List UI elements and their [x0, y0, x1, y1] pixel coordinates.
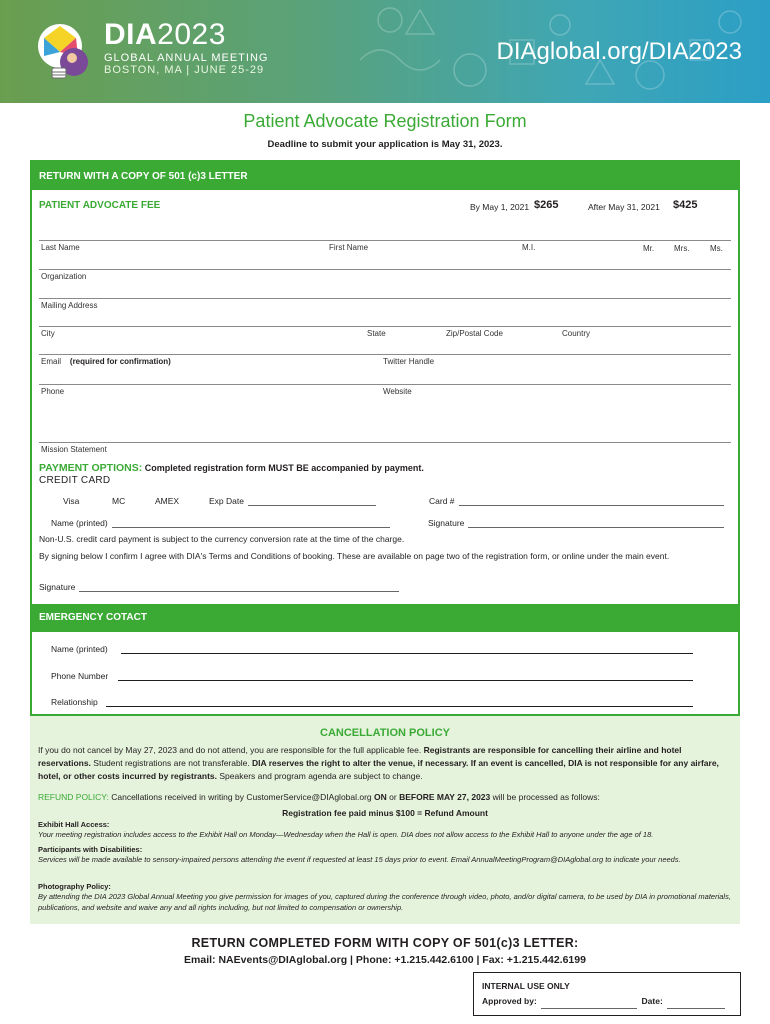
state-field[interactable]: State: [367, 329, 386, 338]
cc-signature-label: Signature: [428, 518, 465, 528]
photography-text: By attending the DIA 2023 Global Annual Meeting you give permission for images of you, captured during the conference through video, photo, and/or digital camera, to be used by DIA in promotional materials, publications, and website and waive any and all rights including, but not limited to compensation or ownership.: [38, 892, 731, 912]
title-mr[interactable]: Mr.: [643, 244, 655, 253]
first-name-field[interactable]: First Name: [329, 243, 369, 252]
org-line: [39, 269, 731, 270]
disabilities-text: Services will be made available to sensory-impaired persons attending the event if requested at least 15 days prior to event. Email AnnualMeetingProgram@DIAglobal.org to indicate your needs.: [38, 855, 681, 864]
deadline-text: Deadline to submit your application is May 31, 2023.: [267, 139, 503, 150]
city-line: [39, 326, 731, 327]
fee-late-label: After May 31, 2021: [588, 202, 660, 212]
fee-early-label: By May 1, 2021: [470, 202, 530, 212]
logo-subtitle: GLOBAL ANNUAL MEETING: [104, 52, 269, 64]
mission-line: [39, 442, 731, 443]
website-url[interactable]: DIAglobal.org/DIA2023: [496, 38, 742, 65]
payment-text-c: accompanied by payment.: [308, 463, 424, 473]
logo-location: BOSTON, MA | JUNE 25-29: [104, 64, 265, 76]
visa-option[interactable]: Visa: [63, 496, 80, 506]
return-form-title: RETURN COMPLETED FORM WITH COPY OF 501(c)3 LETTER:: [191, 936, 579, 950]
date-label: Date:: [641, 996, 663, 1006]
logo-text: [104, 20, 268, 76]
exp-date-line: [248, 497, 376, 506]
fee-late-value: $425: [673, 199, 698, 211]
return-contact-info: Email: NAEvents@DIAglobal.org | Phone: +1.215.442.6100 | Fax: +1.215.442.6199: [184, 954, 586, 966]
approved-by-line[interactable]: [541, 1000, 637, 1009]
email-note: (required for confirmation): [69, 357, 171, 366]
customer-service-email[interactable]: CustomerService@DIAglobal.org: [246, 792, 372, 802]
internal-use-box: [473, 972, 741, 1016]
title-ms[interactable]: Ms.: [710, 244, 723, 253]
zip-field[interactable]: Zip/Postal Code: [446, 329, 503, 338]
last-name-field[interactable]: Last Name: [41, 243, 80, 252]
agreement-signature-field[interactable]: [39, 582, 399, 592]
credit-card-heading: CREDIT CARD: [39, 475, 111, 486]
emergency-phone-field[interactable]: Phone Number: [51, 671, 109, 681]
payment-text-b: MUST BE: [268, 463, 309, 473]
exp-date-field[interactable]: [209, 496, 376, 506]
approved-by-label: Approved by:: [482, 996, 537, 1006]
email-field[interactable]: [41, 357, 171, 366]
country-field[interactable]: Country: [562, 329, 591, 338]
phone-field[interactable]: Phone: [41, 387, 65, 396]
emergency-phone-line: [118, 680, 693, 681]
payment-options-label: PAYMENT OPTIONS:: [39, 462, 143, 474]
cancellation-text: If you do not cancel by May 27, 2023 and do not attend, you are responsible for the full applicable fee. Registrants are responsible for cancelling their airline and hotel reservations. Student registrations are not transferable. DIA reserves the right to alter the venue, if necessary. If an event is cancelled, DIA is not responsible for any airfare, hotel, or other costs incurred by registrants. Speakers and program agenda are subject to change.: [38, 745, 719, 781]
twitter-field[interactable]: Twitter Handle: [383, 357, 435, 366]
logo-dia: DIA: [104, 18, 158, 51]
disabilities-heading: Participants with Disabilities:: [38, 845, 143, 854]
email-line: [39, 354, 731, 355]
logo-year: 2023: [157, 18, 226, 51]
emergency-relationship-line: [106, 706, 693, 707]
return-letter-bar: RETURN WITH A COPY OF 501 (c)3 LETTER: [32, 162, 738, 190]
mission-statement-field[interactable]: Mission Statement: [41, 445, 107, 454]
fee-early-value: $265: [534, 199, 559, 211]
header-banner: [0, 0, 770, 103]
card-number-field[interactable]: [429, 496, 724, 506]
exhibit-heading: Exhibit Hall Access:: [38, 820, 110, 829]
mi-field[interactable]: M.I.: [522, 243, 536, 252]
internal-use-title: INTERNAL USE ONLY: [482, 981, 570, 991]
emergency-relationship-field[interactable]: Relationship: [51, 697, 98, 707]
payment-options-heading: [39, 462, 424, 474]
cc-name-line: [112, 519, 390, 528]
phone-line: [39, 384, 731, 385]
city-field[interactable]: City: [41, 329, 55, 338]
cc-name-field[interactable]: [51, 518, 390, 528]
cancellation-title: CANCELLATION POLICY: [320, 727, 450, 739]
cc-signature-field[interactable]: [428, 518, 724, 528]
exp-date-label: Exp Date: [209, 496, 244, 506]
fee-label: PATIENT ADVOCATE FEE: [39, 200, 161, 211]
emergency-contact-bar: EMERGENCY COTACT: [32, 604, 738, 632]
refund-formula: Registration fee paid minus $100 = Refund Amount: [282, 808, 488, 818]
card-number-label: Card #: [429, 496, 455, 506]
photography-heading: Photography Policy:: [38, 882, 111, 891]
organization-field[interactable]: Organization: [41, 272, 87, 281]
name-row-line: [39, 240, 731, 241]
agreement-signature-line: [79, 583, 399, 592]
cc-signature-line: [468, 519, 724, 528]
non-us-note: Non-U.S. credit card payment is subject to the currency conversion rate at the time of the charge.: [39, 534, 405, 544]
form-title: Patient Advocate Registration Form: [243, 111, 527, 131]
terms-agreement: By signing below I confirm I agree with DIA's Terms and Conditions of booking. These are available on page two of the registration form, or online under the main event.: [39, 551, 670, 561]
email-label: Email: [41, 357, 62, 366]
card-number-line: [459, 497, 724, 506]
exhibit-text: Your meeting registration includes access to the Exhibit Hall on Monday—Wednesday when the Hall is open. DIA does not allow access to the Exhibit Hall to anyone under the age of 18.: [38, 830, 654, 839]
cc-name-label: Name (printed): [51, 518, 108, 528]
payment-text-a: Completed registration form: [144, 463, 269, 473]
lightbulb-logo-icon: [30, 18, 96, 84]
emergency-name-line: [121, 653, 693, 654]
cancellation-policy-section: [30, 716, 740, 924]
refund-label: REFUND POLICY:: [38, 792, 109, 802]
address-line: [39, 298, 731, 299]
internal-approval-row: [482, 994, 732, 1009]
mailing-address-field[interactable]: Mailing Address: [41, 301, 98, 310]
mc-option[interactable]: MC: [112, 496, 126, 506]
title-mrs[interactable]: Mrs.: [674, 244, 690, 253]
emergency-name-field[interactable]: Name (printed): [51, 644, 108, 654]
date-line[interactable]: [667, 1000, 725, 1009]
refund-policy-text: REFUND POLICY: Cancellations received in writing by CustomerService@DIAglobal.org ON or BEFORE MAY 27, 2023 will be processed as follows:: [38, 792, 600, 802]
website-field[interactable]: Website: [383, 387, 412, 396]
agreement-signature-label: Signature: [39, 582, 76, 592]
amex-option[interactable]: AMEX: [155, 496, 180, 506]
registration-form-box: [30, 160, 740, 716]
